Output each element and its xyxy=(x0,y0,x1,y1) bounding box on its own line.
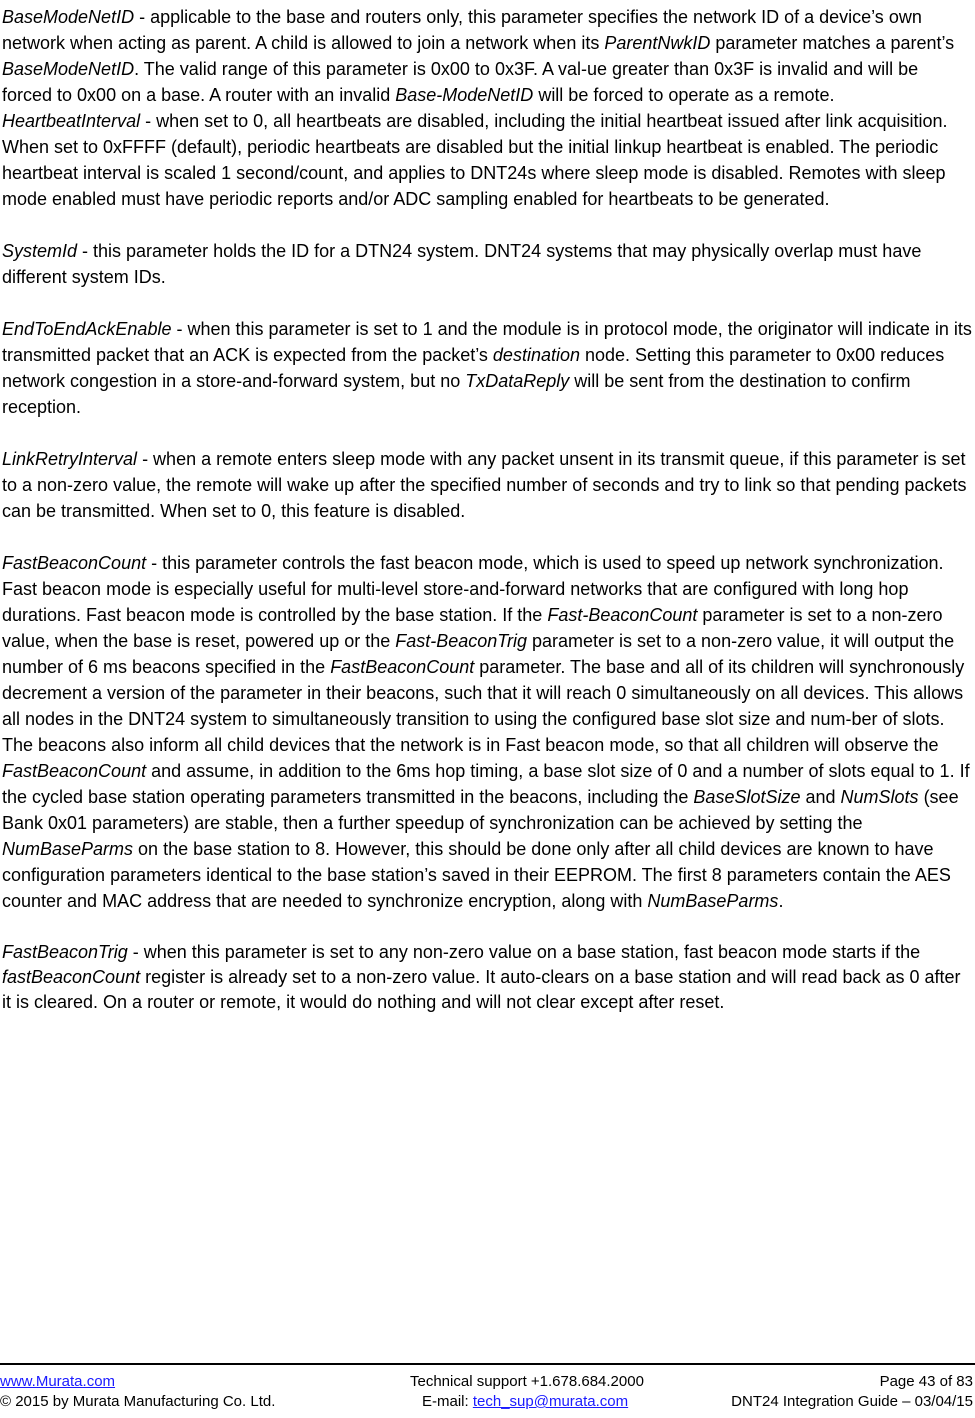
document-body xyxy=(2,4,973,1041)
page-footer xyxy=(0,1372,975,1412)
paragraph-text: and assume, in addition to the 6ms hop timing, a base slot size of 0 and a number of slots equal to 1. If the cycled base station operating parameters transmitted in the beacons, including the xyxy=(2,761,970,807)
parameter-term: Fast-BeaconCount xyxy=(547,605,698,625)
support-phone: Technical support +1.678.684.2000 xyxy=(410,1373,644,1390)
paragraph xyxy=(2,446,973,524)
paragraph-text: . The valid range of this parameter is 0x00 to 0x3F. A val-ue greater than 0x3F is invalid and will be forced to 0x00 on a base. A router with an invalid xyxy=(2,59,919,105)
parameter-term: destination xyxy=(492,345,580,365)
paragraph-text: - this parameter holds the ID for a DTN24 system. DNT24 systems that may physically overlap must have different system IDs. xyxy=(2,241,922,287)
paragraph-text: - when this parameter is set to any non-zero value on a base station, fast beacon mode starts if the xyxy=(127,942,921,962)
email-line xyxy=(422,1392,628,1412)
parameter-term: HeartbeatInterval xyxy=(2,111,141,131)
paragraph xyxy=(2,238,973,290)
paragraph xyxy=(2,940,973,1015)
parameter-term: Base-ModeNetID xyxy=(395,85,534,105)
paragraph-text: parameter matches a parent’s xyxy=(710,33,955,53)
paragraph-text: - this parameter controls the fast beacon mode, which is used to speed up network synchronization. Fast beacon mode is especially useful for multi-level store-and-forward networks that are configured with long hop durations. Fast beacon mode is controlled by the base station. If the xyxy=(2,553,944,625)
guide-title: DNT24 Integration Guide – 03/04/15 xyxy=(731,1393,973,1410)
parameter-term: BaseSlotSize xyxy=(693,787,801,807)
parameter-term: FastBeaconTrig xyxy=(2,942,128,962)
parameter-term: NumSlots xyxy=(840,787,919,807)
paragraph xyxy=(2,550,973,914)
copyright: © 2015 by Murata Manufacturing Co. Ltd. xyxy=(0,1393,276,1410)
parameter-term: LinkRetryInterval xyxy=(2,449,138,469)
parameter-term: FastBeaconCount xyxy=(2,761,147,781)
paragraph xyxy=(2,4,973,108)
parameter-term: TxDataReply xyxy=(465,371,570,391)
parameter-term: FastBeaconCount xyxy=(2,553,147,573)
email-label: E-mail: xyxy=(422,1393,473,1410)
parameter-term: SystemId xyxy=(2,241,78,261)
parameter-term: ParentNwkID xyxy=(604,33,711,53)
paragraph-text: parameter is set to a non-zero value, it will output the number of 6 ms beacons specified in the xyxy=(2,631,955,677)
paragraph-text: - when set to 0, all heartbeats are disabled, including the initial heartbeat issued after link acquisition. When set to 0xFFFF (default), periodic heartbeats are disabled but the initial linkup heartbeat is enabled. The periodic heartbeat interval is scaled 1 second/count, and applies to DNT24s where sleep mode is disabled. Remotes with sleep mode enabled must have periodic reports and/or ADC sampling enabled for heartbeats to be generated. xyxy=(2,111,948,209)
paragraph-text: and xyxy=(800,787,841,807)
parameter-term: FastBeaconCount xyxy=(330,657,475,677)
paragraph xyxy=(2,316,973,420)
paragraph-text: will be sent from the destination to confirm reception. xyxy=(2,371,911,417)
parameter-term: NumBaseParms xyxy=(647,891,779,911)
paragraph xyxy=(2,108,973,212)
paragraph-text: parameter is set to a non-zero value, when the base is reset, powered up or the xyxy=(2,605,943,651)
parameter-term: BaseModeNetID xyxy=(2,7,135,27)
parameter-term: NumBaseParms xyxy=(2,839,134,859)
paragraph-text: register is already set to a non-zero value. It auto-clears on a base station and will read back as 0 after it is cleared. On a router or remote, it would do nothing and will not clear except after reset. xyxy=(2,967,961,1012)
paragraph-text: (see Bank 0x01 parameters) are stable, then a further speedup of synchronization can be achieved by setting the xyxy=(2,787,959,833)
paragraph-text: - when a remote enters sleep mode with any packet unsent in its transmit queue, if this parameter is set to a non-zero value, the remote will wake up after the specified number of seconds and try to link so that pending packets can be transmitted. When set to 0, this feature is disabled. xyxy=(2,449,967,521)
paragraph-text: parameter. The base and all of its children will synchronously decrement a version of the parameter in their beacons, such that it will reach 0 simultaneously on all devices. This allows all nodes in the DNT24 system to simultaneously transition to using the configured base slot size and num-ber of slots. The beacons also inform all child devices that the network is in Fast beacon mode, so that all children will observe the xyxy=(2,657,965,755)
paragraph-text: node. Setting this parameter to 0x00 reduces network congestion in a store-and-forward system, but no xyxy=(2,345,945,391)
footer-divider xyxy=(0,1363,975,1365)
parameter-term: fastBeaconCount xyxy=(2,967,141,987)
paragraph-text: - applicable to the base and routers only, this parameter specifies the network ID of a device’s own network when acting as parent. A child is allowed to join a network when its xyxy=(2,7,922,53)
paragraph-text: . xyxy=(778,891,784,911)
paragraph-text: will be forced to operate as a remote. xyxy=(533,85,835,105)
page-number: Page 43 of 83 xyxy=(879,1373,973,1390)
parameter-term: Fast-BeaconTrig xyxy=(395,631,527,651)
parameter-term: EndToEndAckEnable xyxy=(2,319,172,339)
parameter-term: BaseModeNetID xyxy=(2,59,135,79)
website-link[interactable]: www.Murata.com xyxy=(0,1373,116,1390)
paragraph-text: - when this parameter is set to 1 and the module is in protocol mode, the originator will indicate in its transmitted packet that an ACK is expected from the packet’s xyxy=(2,319,972,365)
paragraph-text: on the base station to 8. However, this should be done only after all child devices are known to have configuration parameters identical to the base station’s saved in their EEPROM. The first 8 parameters contain the AES counter and MAC address that are needed to synchronize encryption, along with xyxy=(2,839,951,911)
email-link[interactable]: tech_sup@murata.com xyxy=(472,1393,629,1410)
